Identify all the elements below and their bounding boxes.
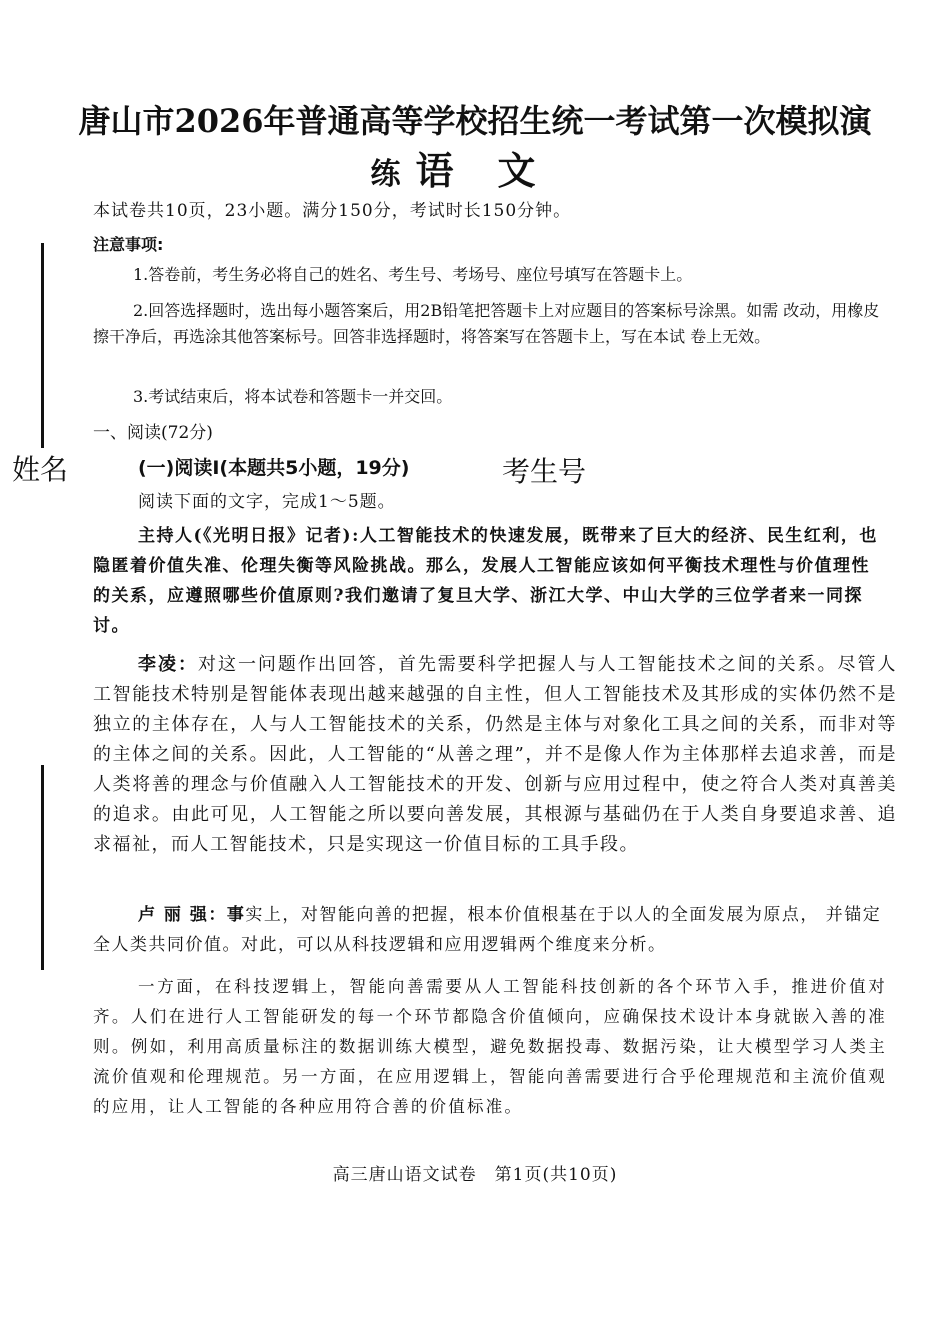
- li-ling-paragraph: [93, 650, 897, 860]
- exam-intro: 本试卷共10页，23小题。满分150分，考试时长150分钟。: [93, 201, 572, 221]
- binding-line-top: [41, 243, 44, 448]
- subject-title: 语文: [415, 148, 580, 193]
- reading-instruction: 阅读下面的文字，完成1～5题。: [138, 492, 396, 512]
- name-field-label: 姓名: [12, 453, 69, 486]
- lu-liqiang-text: 实上，对智能向善的把握，根本价值根基在于以人的全面发展为原点， 并锚定全人类共同价值。对此，可以从科技逻辑和应用逻辑两个维度来分析。: [93, 905, 882, 955]
- section-title: 一、阅读(72分): [93, 423, 213, 443]
- exam-title-line2: [0, 140, 950, 195]
- host-paragraph: 主持人(《光明日报》记者):人工智能技术的快速发展，既带来了巨大的经济、民生红利，也隐匿着价值失准、伦理失衡等风险挑战。那么，发展人工智能应该如何平衡技术理性与价值理性的关系，应遵照哪些价值原则?我们邀请了复旦大学、浙江大学、中山大学的三位学者来一同探讨。: [93, 526, 878, 636]
- li-ling-text: 对这一问题作出回答，首先需要科学把握人与人工智能技术之间的关系。尽管人工智能技术特别是智能体表现出越来越强的自主性，但人工智能技术及其形成的实体仍然不是独立的主体存在，人与人工智能技术的关系，仍然是主体与对象化工具之间的关系，而非对等的主体之间的关系。因此，人工智能的“从善之理”，并不是像人作为主体那样去追求善，而是人类将善的理念与价值融入人工智能技术的开发、创新与应用过程中，使之符合人类对真善美的追求。由此可见，人工智能之所以要向善发展，其根源与基础仍在于人类自身要追求善、追求福祉，而人工智能技术，只是实现这一价值目标的工具手段。: [93, 654, 898, 855]
- exam-title: 唐山市2026年普通高等学校招生统一考试第一次模拟演: [78, 102, 872, 140]
- notice-item-2: 2.回答选择题时，选出每小题答案后，用2B铅笔把答题卡上对应题目的答案标号涂黑。如需 改动，用橡皮擦干净后，再选涂其他答案标号。回答非选择题时，将答案写在答题卡上，写在本试 卷上无效。: [93, 301, 880, 346]
- page-footer: 高三唐山语文试卷 第1页(共10页): [332, 1165, 618, 1185]
- paragraph-three: 一方面，在科技逻辑上，智能向善需要从人工智能科技创新的各个环节入手，推进价值对齐。人们在进行人工智能研发的每一个环节都隐含价值倾向，应确保技术设计本身就嵌入善的准则。例如，利用高质量标注的数据训练大模型，避免数据投毒、数据污染，让大模型学习人类主流价值观和伦理规范。另一方面，在应用逻辑上，智能向善需要进行合乎伦理规范和主流价值观的应用，让人工智能的各种应用符合善的价值标准。: [93, 977, 887, 1116]
- notice-heading: 注意事项:: [93, 235, 164, 254]
- binding-line-bottom: [41, 765, 44, 970]
- exam-title-continuation: 练: [370, 157, 401, 192]
- notice-item-3: 3.考试结束后，将本试卷和答题卡一并交回。: [133, 387, 453, 406]
- exam-number-label: 考生号: [502, 455, 587, 488]
- lu-liqiang-paragraph: [93, 900, 883, 960]
- part-title: (一)阅读Ⅰ(本题共5小题，19分): [138, 457, 410, 479]
- speaker-li-ling: 李凌：: [138, 654, 198, 675]
- speaker-lu-liqiang: 卢 丽 强：事: [138, 905, 246, 925]
- notice-item-1: 1.答卷前，考生务必将自己的姓名、考生号、考场号、座位号填写在答题卡上。: [133, 265, 693, 284]
